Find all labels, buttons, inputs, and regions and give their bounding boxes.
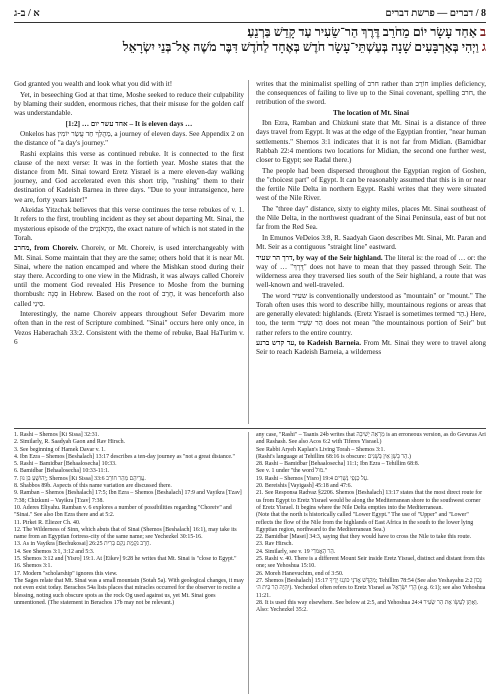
footnote: The Sages relate that Mt. Sinai was a small mountain (Sotah 5a). With geological changes, it may not even exist today. Berachos 54a lists places that miracles occurred for the observer to recite a blessing, noting such obscure spots as the rock Og used against us, yet Mt. Sinai goes unmentioned. (The statement in Berachos 17b may not be relevant.) (14, 577, 244, 606)
footnote: (Rashi's language at Tehillim 68:16 is obscure: הַר בָּשָׁן אֵין בְּשָׁנִים.) (256, 453, 411, 460)
footnotes-right (256, 432, 486, 614)
footnote: 25. Rashi v. 40. There is a different Mount Seir inside Eretz Yisrael, distinct and distant from this one; see Yehoshua 15:10. (256, 556, 485, 570)
page-header (14, 6, 486, 23)
paragraph: Ibn Ezra, Ramban and Chizkuni state that Mt. Sinai is a distance of three days travel from Egypt. It was at the edge of the Egyptian frontier, "near human settlements." Shemos 3:1 indicates that it is not far from Midian. (Bamidbar Rabbah 22:4 mentions two locations for Midian, the second one further west, closer to Egypt; see Radal there.) (256, 119, 486, 165)
hebrew-verses (40, 25, 486, 55)
footnote: 19. Rashi – Shemos [Yisro] 19:4 עַל כַּנְפֵי נְשָׁרִים. (256, 475, 369, 482)
verse-3-text: וַיְהִי בְּאַרְבָּעִים שָׁנָה בְּעַשְׁתֵּי־עָשָׂר חֹדֶשׁ בְּאֶחָד לַחֹדֶשׁ דִּבֶּר מֹשֶׁה אֶל־בְּנֵי יִשְׂרָאֵל (122, 40, 479, 54)
section-heading: The location of Mt. Sinai (332, 109, 410, 117)
footnote: 23. Rav Hirsch. (256, 541, 293, 548)
footnote: 17. Modern "scholarship" ignores this view. (14, 570, 118, 577)
footnote: 12. The Wilderness of Sinn, which abuts that of Sinai (Shemos [Beshalach] 16:1), may take its name from an Egyptian fortress-city of the same name; see Yechezkel 30:15-16. (14, 526, 237, 541)
footnote: 6. Bamidbar [Behaalosecha] 10:33-11:1. (14, 468, 110, 475)
footnote: 5. Rashi – Bamidbar [Behaalosecha] 10:33. (14, 461, 117, 468)
footnote: 11. Pirkei R. Eliezer Ch. 40. (14, 519, 81, 526)
footnote: 21. See Responsa Radvaz §2206. Shemos [Beshalach] 13:17 states that the most direct route for us from Egypt to Eretz Yisrael would be along the Mediterranean shore to the southwest corner of Eretz Yisrael. It begins where the Nile Delta empties into the Mediterranean. (256, 490, 483, 511)
paragraph: The literal is: the road of … or: the way of … "דֶּרֶךְ" does not have to mean that they passed through Seir. The wilderness area they traversed lies south of the Seir highland, a route that was well-known and well-traveled. (256, 253, 487, 290)
paragraph: The word שעיר is conventionally understood as "mountain" or "mount." The Torah often uses this word to describe hilly, mountainous regions or areas that are generally elevated: highlands. (Eretz Yisrael is sometimes termed הַר.) Here, too, the term הַר שֵׂעִיר does not mean "the mountainous portion of Seir" but rather refers to the entire country. (256, 291, 487, 337)
footnotes-left (14, 432, 244, 607)
footnote: any case, "Rashi" – Taanis 24b writes that מַרְאֵה יְשִׁיבָה is an erroneous version, as do Gevuras Ari and Rashash. See also Acos 6:2 with Tiferes Yisrael.) (256, 432, 486, 446)
commentary-right-column (256, 80, 486, 359)
commentary-left-column (14, 80, 244, 348)
verse-3 (40, 40, 486, 55)
footnote: 16. Shemos 3:1. (14, 563, 52, 570)
paragraph: In Emunos VeDeios 3:8, R. Saadyah Gaon describes Mt. Sinai, Mt. Paran and Mt. Seir as a contiguous "straight line" eastward. (256, 233, 486, 252)
paragraph: God granted you wealth and look what you did with it! (14, 80, 173, 88)
footnote: 14. See Shemos 3:1, 3:12 and 5:3. (14, 548, 95, 555)
footnote: 22. Bamidbar [Masei] 34:3, saying that they would have to cross the Nile to take this route. (256, 534, 472, 541)
footnote: 28. It is used this way elsewhere. See below at 2:5, and Yehoshua 24:4 וְאֶתֵּן לְעֵשָׂו אֶת הַר שֵׂעִיר. Also: Yechezkel 35:2. (256, 599, 479, 614)
running-title: 8 / דברים — פרשת דברים (385, 8, 486, 19)
lemma-heading: דרך הר שעיר, by way of the Seir highland. (256, 253, 383, 262)
paragraph: Yet, in beseeching God at that time, Moshe seeked to reduce their culpability by blaming their sudden, enormous riches, that their misuse for the golden calf was understandable. (14, 90, 244, 117)
paragraph: The people had been dispersed throughout the Egyptian region of Goshen, the "choicest part" of Egypt. It can be reasonably assumed that this is in or near the fertile Nile Delta in northern Egypt. Rashi writes that they were situated west of the Nile River. (256, 166, 486, 203)
footnote: 26. Moreh Hanevuchim, end of 3:50. (256, 570, 344, 577)
paragraph: Choreiv, or Mt. Choreiv, is used interchangeably with Mt. Sinai. Some maintain that they are the same; others hold that it is near Mt. Sinai, where the nation encamped and where the Mishkan stood during their stay there. According to one view in the Midrash, it was always called Choreiv until the moment God revealed His Presence to Moshe from the burning thornbush: סְנֶה in Hebrew. Based on the root of חָרֵב, it was henceforth also called סִינַי. (14, 244, 244, 308)
section-heading: [1:2] … אחד עשר יום – It is eleven days … (65, 119, 193, 128)
footnote: 10. Aderes Eliyahu. Ramban v. 6 explores a number of possibilities regarding "Choreiv" and "Sinai." See also Ibn Ezra there and at 5:2. (14, 504, 232, 519)
footnote: 3. See beginning of Hamek Davar v. 1. (14, 446, 106, 453)
paragraph: The "three day" distance, sixty to eighty miles, places Mt. Sinai southeast of the Nile Delta, in the northwest quadrant of the Sinai Peninsula, east of but not far from the Red Sea. (256, 204, 486, 232)
footnote: 1. Rashi – Shemos [Ki Sissa] 32:31. (14, 432, 100, 438)
footnote: 4. Ibn Ezra – Shemos [Beshalach] 13:17 describes a ten-day journey as "not a great distance." (14, 453, 235, 460)
footnote: 13. As in Vayikra [Bechukosai] 26:25 חֶרֶב נֹקֶמֶת נְקַם בְּרִית. (14, 541, 151, 548)
lemma-heading: עד קדש ברנע, to Kadeish Barneia. (256, 339, 362, 348)
footnote: 27. Shemos [Beshalach] 15:17 מִקְדָּשׁ אֲדֹנָי כּוֹנְנוּ יָדֶיךָ; Tehillim 78:54 (See also Yeshayahu 2:2 נָכוֹן יִהְיֶה הַר בֵּית ה׳). Yechezkel often refers to Eretz Yisrael as הָרֵי יִשְׂרָאֵל (e.g. 6:1); see also Yehoshua 11:21. (256, 577, 486, 599)
verse-2-text: אַחַד עָשָׂר יוֹם מֵחֹרֵב דֶּרֶךְ הַר־שֵׂעִיר עַד קָדֵשׁ בַּרְנֵעַ׃ (247, 25, 477, 39)
verse-2-number: ב (479, 25, 486, 39)
paragraph: Akeidas Yitzchak believes that this verse continues the terse rebukes of v. 1. It refers to the first, troubling incident as they set about departing Mt. Sinai, the mysterious episode of the מִתְאֹנְנִים, the exact nature of which is not stated in the Torah. (14, 206, 244, 242)
paragraph: From Mt. Sinai they were to travel along Seir to reach Kadeish Barneia, a wilderness (256, 339, 486, 357)
footnote: 7. יְהוֹשֻׁעַ בִּן נוּן; Shemos [Ki Sissa] 33:6 עֲדֵיהֶם מֵהַר חוֹרֵב. (14, 475, 146, 482)
footnote: 2. Similarly, R. Saadyah Gaon and Rav Hirsch. (14, 439, 126, 446)
footnote: 15. Shemos 3:12 and [Yisro] 19:1. At [Eikev] 9:28 he writes that Mt. Sinai is "close to Egypt." (14, 556, 237, 563)
footnote: (Note that the north is historically called "Lower Egypt." The use of "Upper" and "Lower" reflects the flow of the Nile from the highlands of East Africa in the south to the lower lying Egyptian region, northward to the Mediterranean Sea.) (256, 512, 474, 533)
lemma-heading: מחרב, from Choreiv. (14, 244, 79, 253)
footnote: 8. Shabbos 89b. Aspects of this name variation are discussed there. (14, 483, 172, 490)
paragraph: Onkelos has מַהֲלַךְ חַד עֲשַׂר יוֹמִין, a journey of eleven days. See Appendix 2 on the distance of "a day's journey." (14, 129, 244, 147)
footnote-column-divider (248, 432, 249, 694)
chapter-verse-marker: א / ב-ג (14, 8, 40, 19)
column-divider (248, 80, 249, 424)
verse-2 (40, 25, 486, 40)
footnote: See Rabbi Aryeh Kaplan's Living Torah – Shemos 3:1. (256, 446, 385, 453)
footnote: See v. 1 under "the word מול." (256, 468, 328, 475)
footnote: 20. Bereishis [Vayigash] 45:18 and 47:6. (256, 483, 353, 490)
paragraph: writes that the minimalist spelling of חרב rather than חוֹרֵב implies deficiency, the consequences of failing to live up to the Sinai covenant, spelling חרב, the retribution of the sword. (256, 80, 487, 107)
footnote: 28. Rashi – Bamidbar [Behaalosecha] 11:1; Ibn Ezra – Tehillim 68:8. (256, 461, 420, 468)
paragraph: Interestingly, the name Choreiv appears throughout Sefer Devarim more often than in the rest of Scripture combined. "Sinai" occurs here only once, in Vezos Haberachah 33:2. Consistent with the theme of rebuke, Baal HaTurim v. 6 (14, 310, 244, 346)
footnote-separator (14, 428, 486, 429)
footnote: 24. Similarly, see v. 19 הַר הָאֱמֹרִי. (256, 548, 336, 555)
verse-3-number: ג (481, 40, 486, 54)
paragraph: Rashi explains this verse as continued rebuke. It is connected to the first clause of the next verse: It was in the fortieth year. Moshe states that the distance from Mt. Sinai toward Eretz Yisrael is a mere eleven-day walking journey, and God accelerated even this short trip, "rushing" them to their destination of Kadeish Barnea in three days. "Due to your intransigence, here we are, forty years later!" (14, 149, 244, 204)
footnote: 9. Ramban – Shemos [Beshalach] 17:5; Ibn Ezra – Shemos [Beshalach] 17:9 and Vayikra [Tzav] 7:38; Chizkuni – Vayikra [Tzav] 7:38. (14, 490, 242, 504)
